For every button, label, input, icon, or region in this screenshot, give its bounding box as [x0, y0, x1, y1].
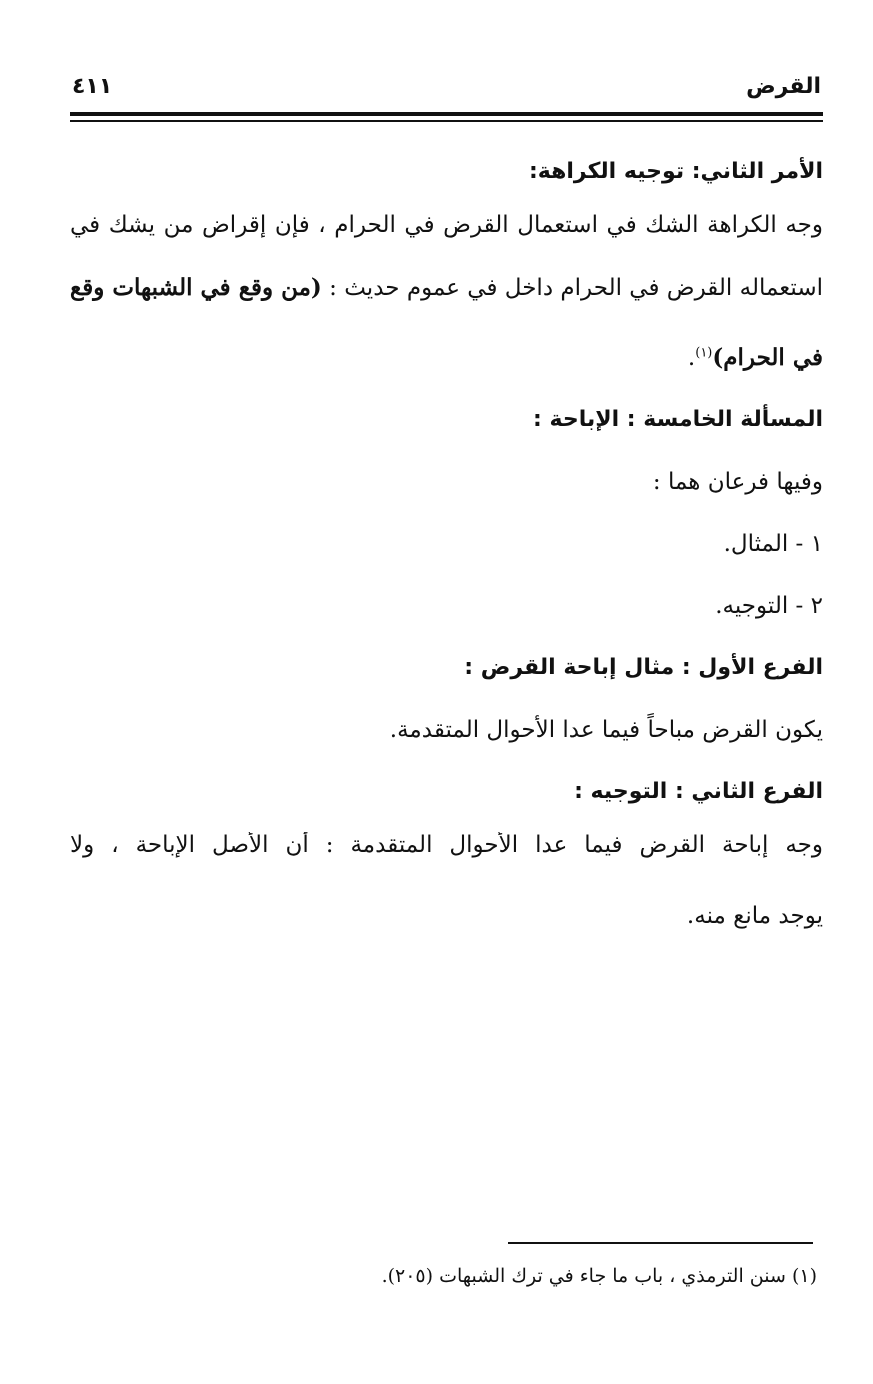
list-item: ٢ - التوجيه. — [715, 593, 823, 619]
header-rule-thick — [70, 112, 823, 116]
paragraph-line: يوجد مانع منه. — [686, 903, 823, 929]
section-heading-fifth-issue: المسألة الخامسة : الإباحة : — [533, 407, 823, 432]
paragraph-line: وجه إباحة القرض فيما عدا الأحوال المتقدمة : أن الأصل الإباحة ، ولا — [70, 832, 823, 858]
paragraph-line — [70, 274, 823, 336]
paragraph-line — [70, 336, 823, 398]
hadith-quote: في الحرام) — [712, 344, 823, 371]
subsection-heading-second-branch: الفرع الثاني : التوجيه : — [574, 779, 823, 804]
page-number: ٤١١ — [72, 74, 113, 99]
footnote-separator — [508, 1242, 813, 1244]
subsection-heading-first-branch: الفرع الأول : مثال إباحة القرض : — [464, 655, 823, 680]
section-heading-second-matter: الأمر الثاني: توجيه الكراهة: — [528, 159, 823, 184]
paragraph-line: يكون القرض مباحاً فيما عدا الأحوال المتقدمة. — [389, 717, 823, 743]
paragraph-text: استعماله القرض في الحرام داخل في عموم حديث : — [329, 275, 823, 301]
header-rule-thin — [70, 120, 823, 122]
footnote-reference: (١) — [695, 345, 713, 361]
intro-line: وفيها فرعان هما : — [652, 469, 823, 495]
running-header — [70, 70, 823, 110]
footnote: (١) سنن الترمذي ، باب ما جاء في ترك الشبهات (٢٠٥). — [381, 1265, 817, 1287]
period: . — [687, 345, 696, 371]
hadith-quote: (من وقع في الشبهات وقع — [70, 274, 322, 301]
page-body — [70, 150, 823, 956]
chapter-title: القرض — [746, 74, 821, 99]
list-item: ١ - المثال. — [723, 531, 823, 557]
paragraph-line: وجه الكراهة الشك في استعمال القرض في الحرام ، فإن إقراض من يشك في — [70, 212, 823, 238]
